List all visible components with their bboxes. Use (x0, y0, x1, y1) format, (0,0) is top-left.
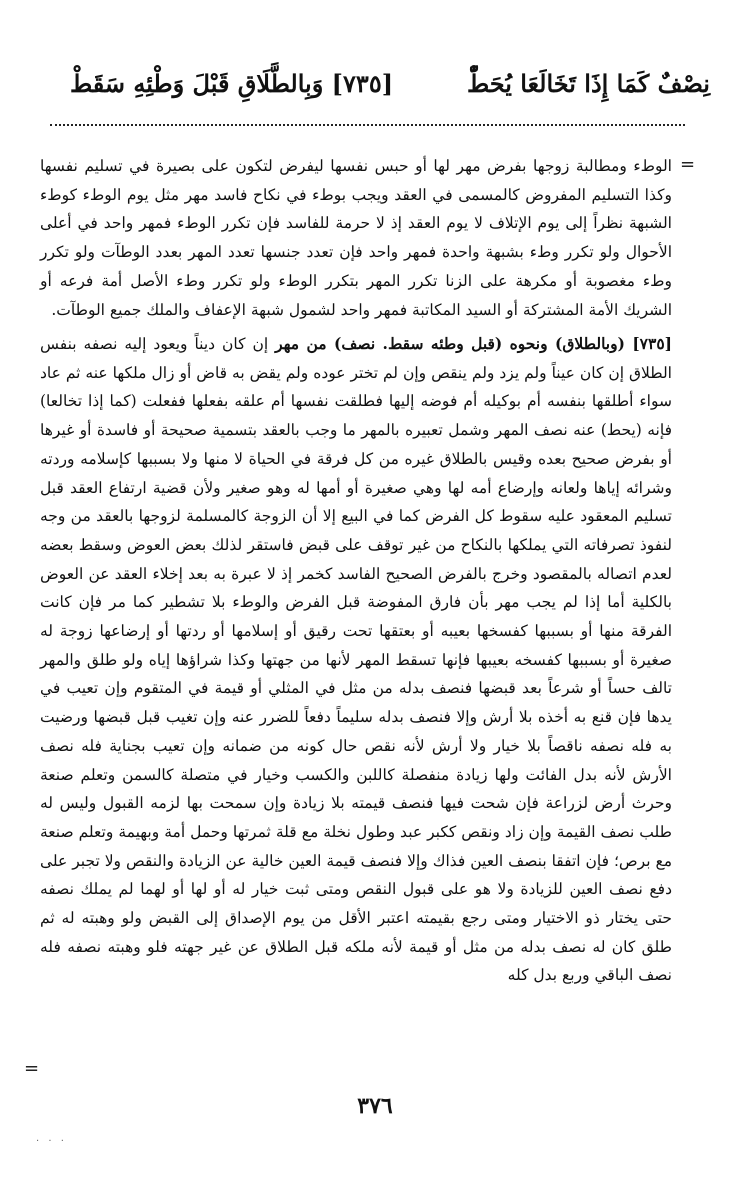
dotted-separator (50, 124, 685, 126)
page-number: ٣٧٦ (357, 1093, 393, 1119)
verse-first-hemistich: [٧٣٥] وَبِالطَّلَاقِ قَبْلَ وَطْئِهِ سَقَطْ (70, 68, 394, 98)
paragraph-735-lead: [٧٣٥] (وبالطلاق) ونحوه (قبل وطئه سقط. نصف) من مهر (275, 334, 672, 353)
paragraph-735-body: إن كان ديناً ويعود إليه نصفه بنفس الطلاق إن كان عيناً ولم يزد ولم ينقص وإن لم تختر عوده ولم يقض به قاض أو زال ملكها عنه ثم عاد سواء أطلقها بنفسه أم بوكيله أم فوضه إليها فطلقت نفسها أم علقه بفعلها ففعلت (كما إذا تخالعا) فإنه (يحط) عنه نصف المهر وشمل تعبيره بالمهر ما وجب بالعقد بتسمية صحيحة أو فاسدة أو غيرها أو بفرض صحيح بعده وقيس بالطلاق غيره من كل فرقة في الحياة لا منها ولا بسببها كإسلامه وردته وشرائه إياها ولعانه وإرضاع أمه لها وهي صغيرة أو أمها له وهو صغير ولأن قضية ارتفاع العقد قبل تسليم المعقود عليه سقوط كل الفرض كما في البيع إلا أن الزوجة كالمسلمة لزوجها بالعقد من وجه لنفوذ تصرفاته التي يملكها بالنكاح من غير توقف على قبض فاستقر لذلك بعض العوض وسقط بعضه لعدم اتصاله بالمقصود وخرج بالفرض الصحيح الفاسد كخمر إذ لا عبرة به بعد إخلاء العقد عن العوض بالكلية أما إذا لم يجب مهر بأن فارق المفوضة قبل الفرض والوطء بلا تشطير كما مر فإن كانت الفرقة منها أو بسببها كفسخها بعيبه أو بعتقها تحت رقيق أو إسلامها أو ردتها أو إرضاعها زوجة له صغيرة أو بسببها كفسخه بعيبها فإنها تسقط المهر لأنها من جهتها وكذا شراؤها إياه ولو طلق والمهر تالف حساً أو شرعاً بعد قبضها فنصف بدله من مثل في المثلي أو قيمة في المتقوم وإن تعيب في يدها فإن قنع به أخذه بلا أرش وإلا فنصف بدله سليماً دفعاً للضرر عنه وإن تغيب قبل قبضها ورضيت به فله نصفه ناقصاً بلا خيار ولا أرش لأنه نقص حال كونه من ضمانه وإن تعيب بجناية فله نصف الأرش لأنه بدل الفائت ولها زيادة منفصلة كاللبن والكسب وخيار في متصلة كالسمن وتعلم صنعة وحرث أرض لزراعة فإن شحت فيها فنصف قيمته بلا زيادة وإن سمحت بها لزمه القبول وليس له طلب نصف القيمة وإن زاد ونقص ككبر عبد وطول نخلة مع قلة ثمرتها وحمل أمة وبهيمة وتعلم صنعة مع برص؛ فإن اتفقا بنصف العين فذاك وإلا فنصف قيمة العين خالية عن الزيادة والنقص ولا تجبر على دفع نصف العين للزيادة ولا هو على قبول النقص ومتى ثبت خيار له أو لها أو لهما لم يملك نصفه حتى يختار ذو الاختيار ومتى رجع بقيمته اعتبر الأقل من يوم الإصداق إلى القبض ولو وهبته له ثم طلق كان له نصف بدله من مثل أو قيمة لأنه ملكه قبل الطلاق عن غير جهته فلو وهبته نصفه فله نصف الباقي وربع بدل كله (40, 335, 672, 985)
footer-mark: · · · (36, 1136, 67, 1147)
paragraph-continued: الوطء ومطالبة زوجها بفرض مهر لها أو حبس نفسها ليفرض لتكون على بصيرة في تسليم نفسها وكذا التسليم المفروض كالمسمى في العقد ويجب بوطء في نكاح فاسد مهر مثل يوم الوطء كوطء الشبهة نظراً إلى يوم الإتلاف لا يوم العقد إذ لا حرمة للفاسد فإن تكرر الوطء فمهر واحد في أعلى الأحوال ولو تكرر وطء بشبهة واحدة فمهر واحد فإن تعدد جنسها تعدد المهر بعدد الوطآت ولو تكرر وطء مغصوبة أو مكرهة على الزنا تكرر المهر بتكرر الوطء ولو تكرر وطء الأصل أمة فرعه أو الشريك الأمة المشتركة أو السيد المكاتبة فمهر واحد لشمول شبهة الإعفاف والملك جميع الوطآت. (40, 157, 672, 319)
verse-second-hemistich: نِصْفٌ كَمَا إِذَا تَخَالَعَا يُحَطّْ (466, 68, 710, 98)
verse-header (70, 58, 710, 108)
continuation-mark-bottom: = (24, 1058, 40, 1079)
continuation-mark-top: = (680, 154, 696, 175)
paragraph-735 (40, 330, 672, 990)
